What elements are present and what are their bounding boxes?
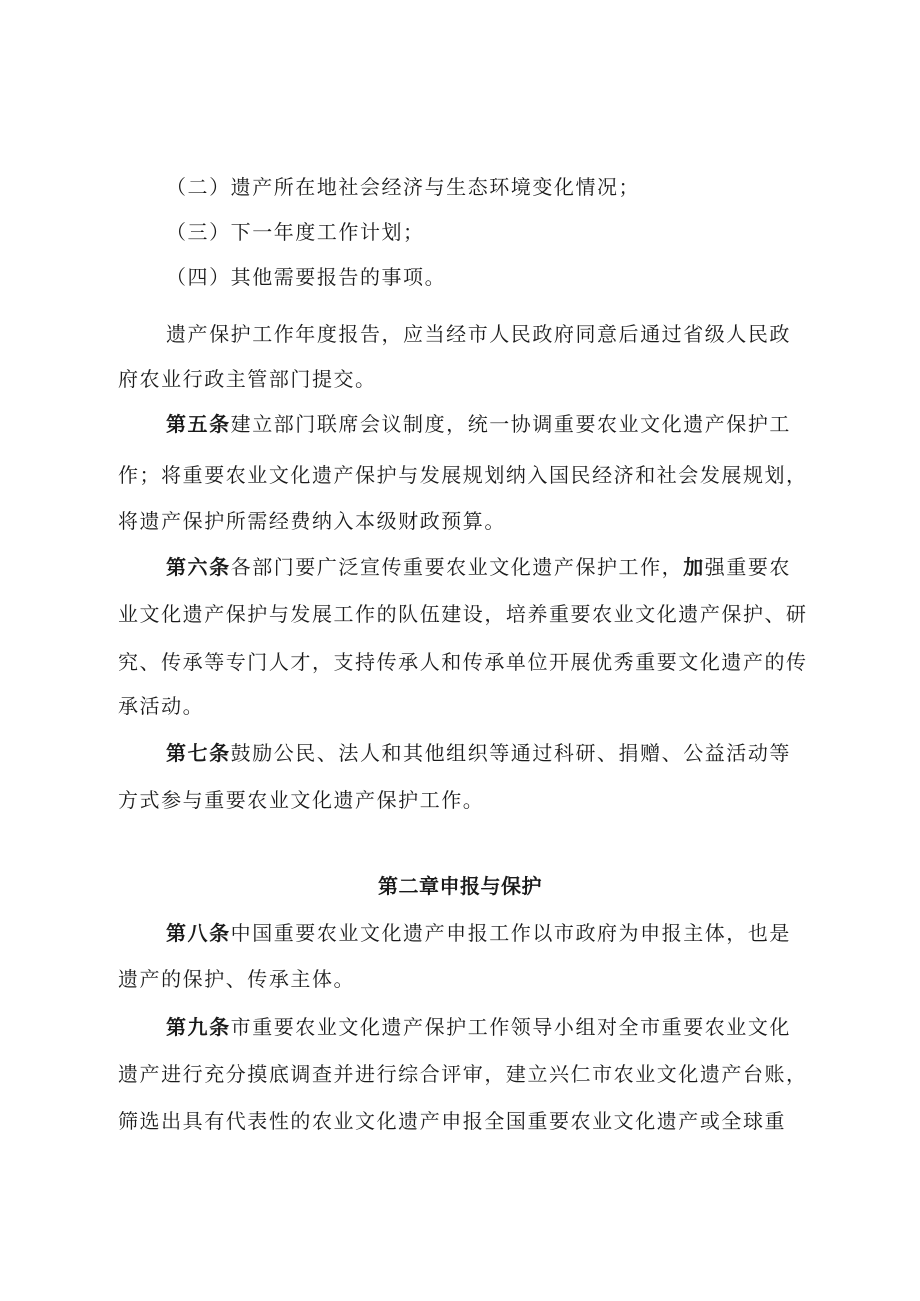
list-item-2 <box>0 173 920 201</box>
article-9-line-3 <box>0 1107 920 1135</box>
article-6-line-4 <box>0 692 920 720</box>
paragraph-text: 市重要农业文化遗产保护工作领导小组对全市重要农业文化 <box>230 1015 791 1039</box>
paragraph-text: 遗产保护工作年度报告，应当经市人民政府同意后通过省级人民政 <box>166 322 791 346</box>
paragraph-text: 业文化遗产保护与发展工作的队伍建设，培养重要农业文化遗产保护、研 <box>118 602 808 626</box>
article-5-line-3 <box>0 507 920 535</box>
paragraph-text: 中国重要农业文化遗产申报工作以市政府为申报主体，也是 <box>230 921 791 945</box>
list-item-3 <box>0 218 920 246</box>
article-6-line-2 <box>0 600 920 628</box>
chapter-title: 第二章申报与保护 <box>378 874 542 898</box>
paragraph-text: 方式参与重要农业文化遗产保护工作。 <box>118 788 485 812</box>
paragraph-text: 将遗产保护所需经费纳入本级财政预算。 <box>118 509 506 533</box>
article-8-label: 第八条 <box>166 921 231 945</box>
paragraph-text: 建立部门联席会议制度，统一协调重要农业文化遗产保护工 <box>230 412 791 436</box>
article-7-line-1 <box>0 739 920 767</box>
list-item-text: （四）其他需要报告的事项。 <box>166 265 447 289</box>
paragraph-text: 各部门要广泛宣传重要农业文化遗产保护工作， <box>230 555 684 579</box>
article-7-line-2 <box>0 786 920 814</box>
paragraph-text: 遗产进行充分摸底调查并进行综合评审，建立兴仁市农业文化遗产台账， <box>118 1062 808 1086</box>
article-7-label: 第七条 <box>166 741 231 765</box>
article-5-line-1 <box>0 410 920 438</box>
article-8-line-2 <box>0 965 920 993</box>
paragraph-text: 究、传承等专门人才，支持传承人和传承单位开展优秀重要文化遗产的传 <box>118 650 808 674</box>
paragraph-text: 作；将重要农业文化遗产保护与发展规划纳入国民经济和社会发展规划， <box>118 463 808 487</box>
paragraph-text: 加 <box>683 555 705 579</box>
article-5-line-2 <box>0 461 920 489</box>
paragraph-text: 筛选出具有代表性的农业文化遗产申报全国重要农业文化遗产或全球重 <box>118 1109 787 1133</box>
paragraph-text: 鼓励公民、法人和其他组织等通过科研、捐赠、公益活动等 <box>230 741 791 765</box>
article-9-label: 第九条 <box>166 1015 231 1039</box>
report-paragraph-line-1 <box>0 320 920 348</box>
article-9-line-2 <box>0 1060 920 1088</box>
list-item-text: （三）下一年度工作计划； <box>166 220 425 244</box>
report-paragraph-line-2 <box>0 365 920 393</box>
article-9-line-1 <box>0 1013 920 1041</box>
article-8-line-1 <box>0 919 920 947</box>
article-6-line-1 <box>0 553 920 581</box>
paragraph-text: 强重要农 <box>704 555 791 579</box>
list-item-4 <box>0 263 920 291</box>
list-item-text: （二）遗产所在地社会经济与生态环境变化情况； <box>166 175 641 199</box>
article-6-line-3 <box>0 648 920 676</box>
paragraph-text: 遗产的保护、传承主体。 <box>118 967 356 991</box>
paragraph-text: 承活动。 <box>118 694 205 718</box>
article-5-label: 第五条 <box>166 412 231 436</box>
paragraph-text: 府农业行政主管部门提交。 <box>118 367 377 391</box>
article-6-label: 第六条 <box>166 555 231 579</box>
